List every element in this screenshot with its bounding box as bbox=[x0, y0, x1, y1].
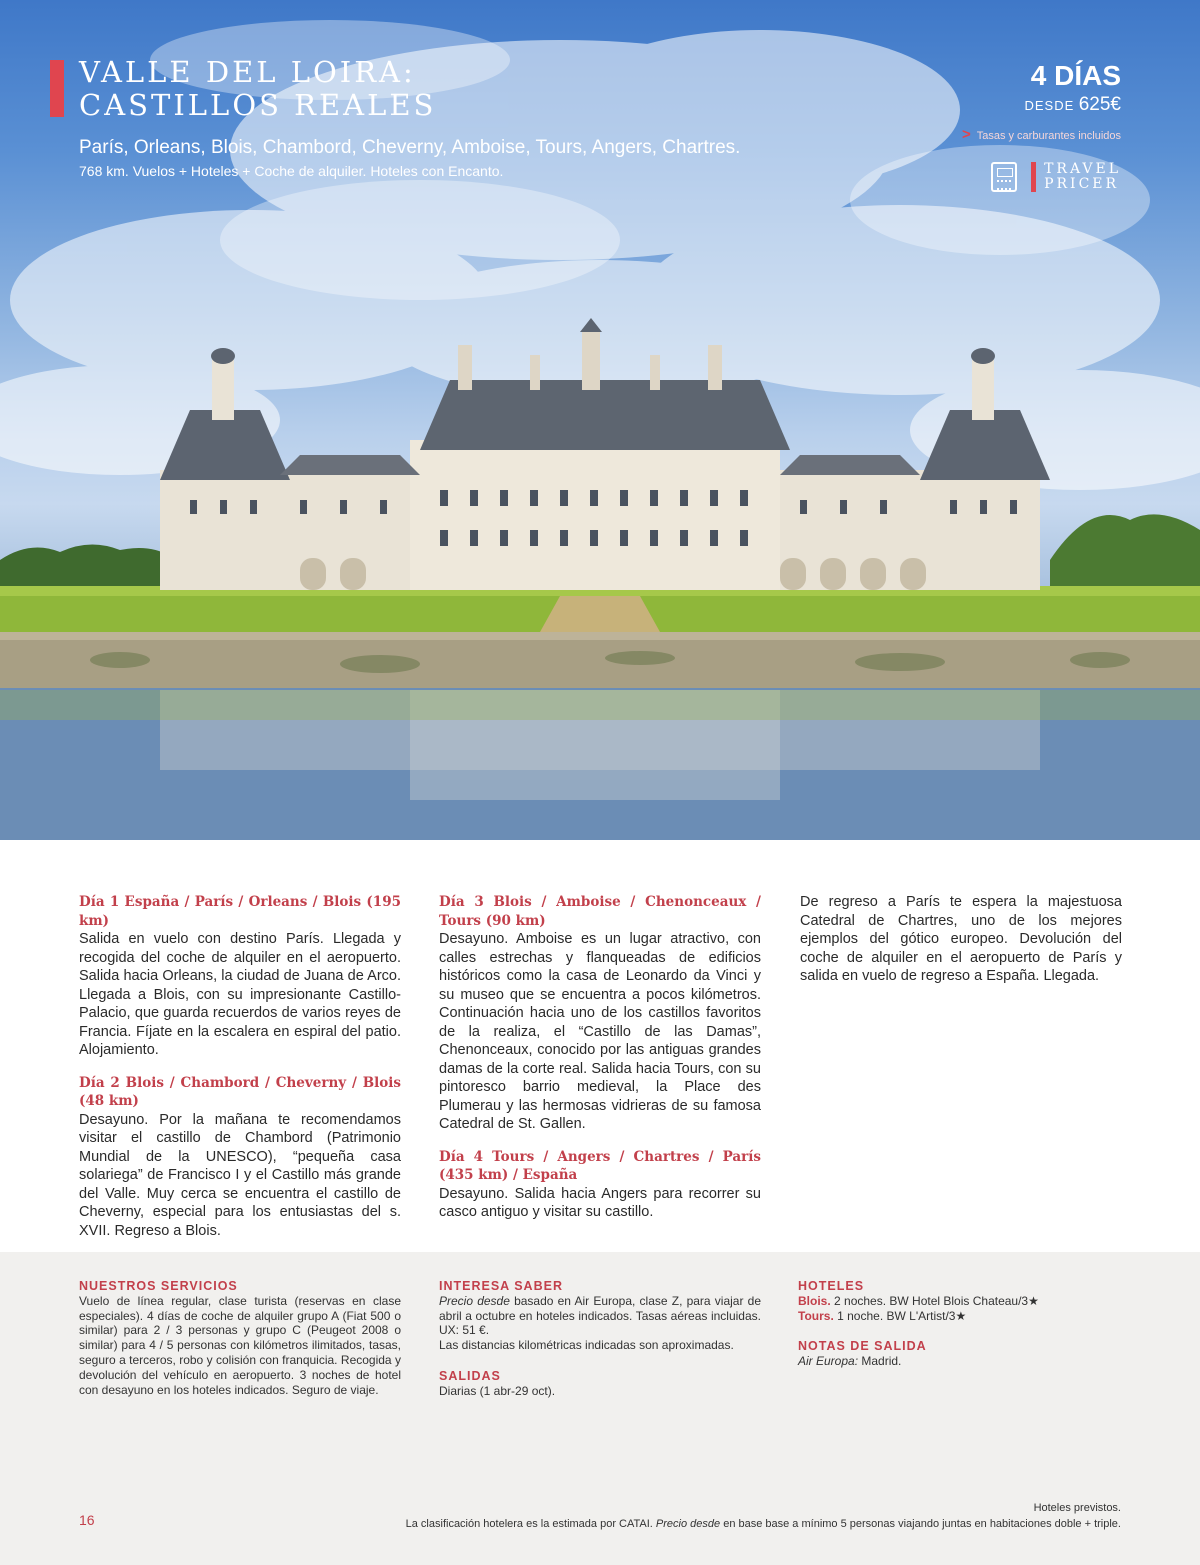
interest-body: basado en Air Europa, clase Z, para viajar de abril a octubre en hoteles indicados. Tasas aéreas incluidas. UX: 51 €. bbox=[439, 1293, 761, 1338]
day-3-title: Día 3 Blois / Amboise / Chenonceaux / Tours (90 km) bbox=[439, 894, 761, 929]
title-accent-bar bbox=[50, 60, 64, 117]
pricer-line1: TRAVEL bbox=[1044, 161, 1121, 177]
itinerary-column-1 bbox=[79, 893, 401, 1254]
trip-title-line1: VALLE DEL LOIRA: bbox=[79, 55, 416, 89]
notes-title: NOTAS DE SALIDA bbox=[798, 1339, 927, 1354]
calculator-icon bbox=[991, 162, 1017, 192]
services-column bbox=[79, 1279, 401, 1413]
services-title: NUESTROS SERVICIOS bbox=[79, 1279, 238, 1293]
interest-title: INTERESA SABER bbox=[439, 1279, 563, 1293]
footer-classification-note bbox=[406, 1518, 1121, 1530]
day-1-title: Día 1 España / París / Orleans / Blois (195 km) bbox=[79, 894, 401, 929]
hotels-title: HOTELES bbox=[798, 1279, 865, 1293]
pricer-text bbox=[1044, 162, 1121, 192]
hotel-1 bbox=[798, 1294, 1120, 1309]
footer-text-a: La clasificación hotelera es la estimada por CATAI. bbox=[405, 1518, 656, 1530]
trip-details: 768 km. Vuelos + Hoteles + Coche de alquiler. Hoteles con Encanto. bbox=[79, 163, 504, 179]
hotel-2-city: Tours. bbox=[798, 1308, 834, 1323]
services-text: Vuelo de línea regular, clase turista (reservas en clase especiales). 4 días de coche de alquiler grupo A (Fiat 500 o similar) para 2 / 3 personas y grupo C (Peugeot 2008 o similar) para 4 / 5 personas con kilómetros ilimitados, tasas, seguro a terceros, robo y colisión con franquicia. Recogida y devolución del vehículo en aeropuerto. 3 noches de hotel con desayuno en los hoteles indicados. Seguro de viaje. bbox=[79, 1293, 401, 1397]
chevron-right-icon: > bbox=[961, 126, 971, 143]
interest-distances: Las distancias kilométricas indicadas son aproximadas. bbox=[439, 1338, 734, 1353]
interest-text bbox=[439, 1294, 761, 1338]
departures-text: Diarias (1 abr-29 oct). bbox=[439, 1383, 556, 1398]
pricer-line2: PRICER bbox=[1044, 176, 1120, 192]
price-amount: 625€ bbox=[1078, 94, 1121, 115]
price-prefix: DESDE bbox=[1024, 98, 1075, 113]
hotel-1-city: Blois. bbox=[798, 1293, 831, 1308]
day-2-text: Desayuno. Por la mañana te recomendamos visitar el castillo de Chambord (Patrimonio Mundial de la UNESCO), “pequeña casa solariega” de Francisco I y el Castillo más grande del Valle. Muy cerca se encuentra el castillo de Cheverny, especial para los entusiastas del s. XVII. Regreso a Blois. bbox=[79, 1111, 401, 1239]
interest-italic: Precio desde bbox=[439, 1293, 510, 1308]
trip-duration: 4 DÍAS bbox=[1030, 60, 1121, 91]
footer-italic: Precio desde bbox=[655, 1518, 721, 1530]
page-number: 16 bbox=[79, 1512, 95, 1528]
hotels-column bbox=[798, 1279, 1120, 1385]
day-1-text: Salida en vuelo con destino París. Llegada y recogida del coche de alquiler en el aeropuerto. Salida hacia Orleans, la ciudad de Juana de Arco. Llegada a Blois, con su impresionante Castillo-Palacio, que guarda recuerdos de varios reyes de Francia. Fíjate en la escalera en espiral del patio. Alojamiento. bbox=[79, 931, 401, 1058]
trip-route: París, Orleans, Blois, Chambord, Cheverny, Amboise, Tours, Angers, Chartres. bbox=[79, 137, 741, 158]
hotel-1-text: 2 noches. BW Hotel Blois Chateau/3★ bbox=[830, 1293, 1039, 1308]
footer-hotels-note: Hoteles previstos. bbox=[1033, 1502, 1121, 1514]
day-4-title: Día 4 Tours / Angers / Chartres / París (435 km) / España bbox=[439, 1148, 761, 1183]
day-3-text: Desayuno. Amboise es un lugar atractivo, con calles estrechas y flanqueadas de edificios históricos como la casa de Leonardo da Vinci y su museo que se encuentra a pocos kilómetros. Continuación hacia uno de los castillos favoritos de la realiza, el “Castillo de las Damas”, Chenonceaux, conocido por las antiguas grandes damas de la corte real. Salida hacia Tours, con su pintoresco barrio medieval, la Place des Plumerau y las hermosas vidrieras de su famosa Catedral de St. Gallen. bbox=[439, 931, 761, 1132]
taxes-note-text: Tasas y carburantes incluidos bbox=[976, 130, 1121, 142]
itinerary-column-3 bbox=[800, 893, 1122, 1000]
day-4-continuation: De regreso a París te espera la majestuosa Catedral de Chartres, uno de los mejores ejemplos del gótico europeo. Devolución del coche de alquiler en el aeropuerto de París y salida en vuelo de regreso a España. Llegada. bbox=[800, 894, 1122, 984]
itinerary-column-2 bbox=[439, 893, 761, 1236]
day-4-text: Desayuno. Salida hacia Angers para recorrer su casco antiguo y visitar su castillo. bbox=[439, 1185, 761, 1220]
day-2-title: Día 2 Blois / Chambord / Cheverny / Blois (48 km) bbox=[79, 1074, 401, 1109]
trip-title-line2: CASTILLOS REALES bbox=[79, 88, 437, 122]
notes-italic: Air Europa: bbox=[798, 1354, 859, 1369]
footer-text-b: en base base a mínimo 5 personas viajando juntas en habitaciones doble + triple. bbox=[720, 1518, 1121, 1530]
trip-title bbox=[79, 56, 436, 122]
hotel-2 bbox=[798, 1309, 1120, 1324]
notes-body: Madrid. bbox=[858, 1354, 902, 1369]
departures-title: SALIDAS bbox=[439, 1368, 501, 1383]
taxes-note bbox=[962, 126, 1121, 143]
travel-pricer-logo bbox=[991, 162, 1121, 192]
pricer-accent-bar bbox=[1031, 162, 1036, 192]
price-line bbox=[1024, 94, 1121, 116]
notes-text bbox=[798, 1354, 1120, 1369]
hotel-2-text: 1 noche. BW L'Artist/3★ bbox=[833, 1308, 967, 1323]
interest-column bbox=[439, 1279, 761, 1415]
